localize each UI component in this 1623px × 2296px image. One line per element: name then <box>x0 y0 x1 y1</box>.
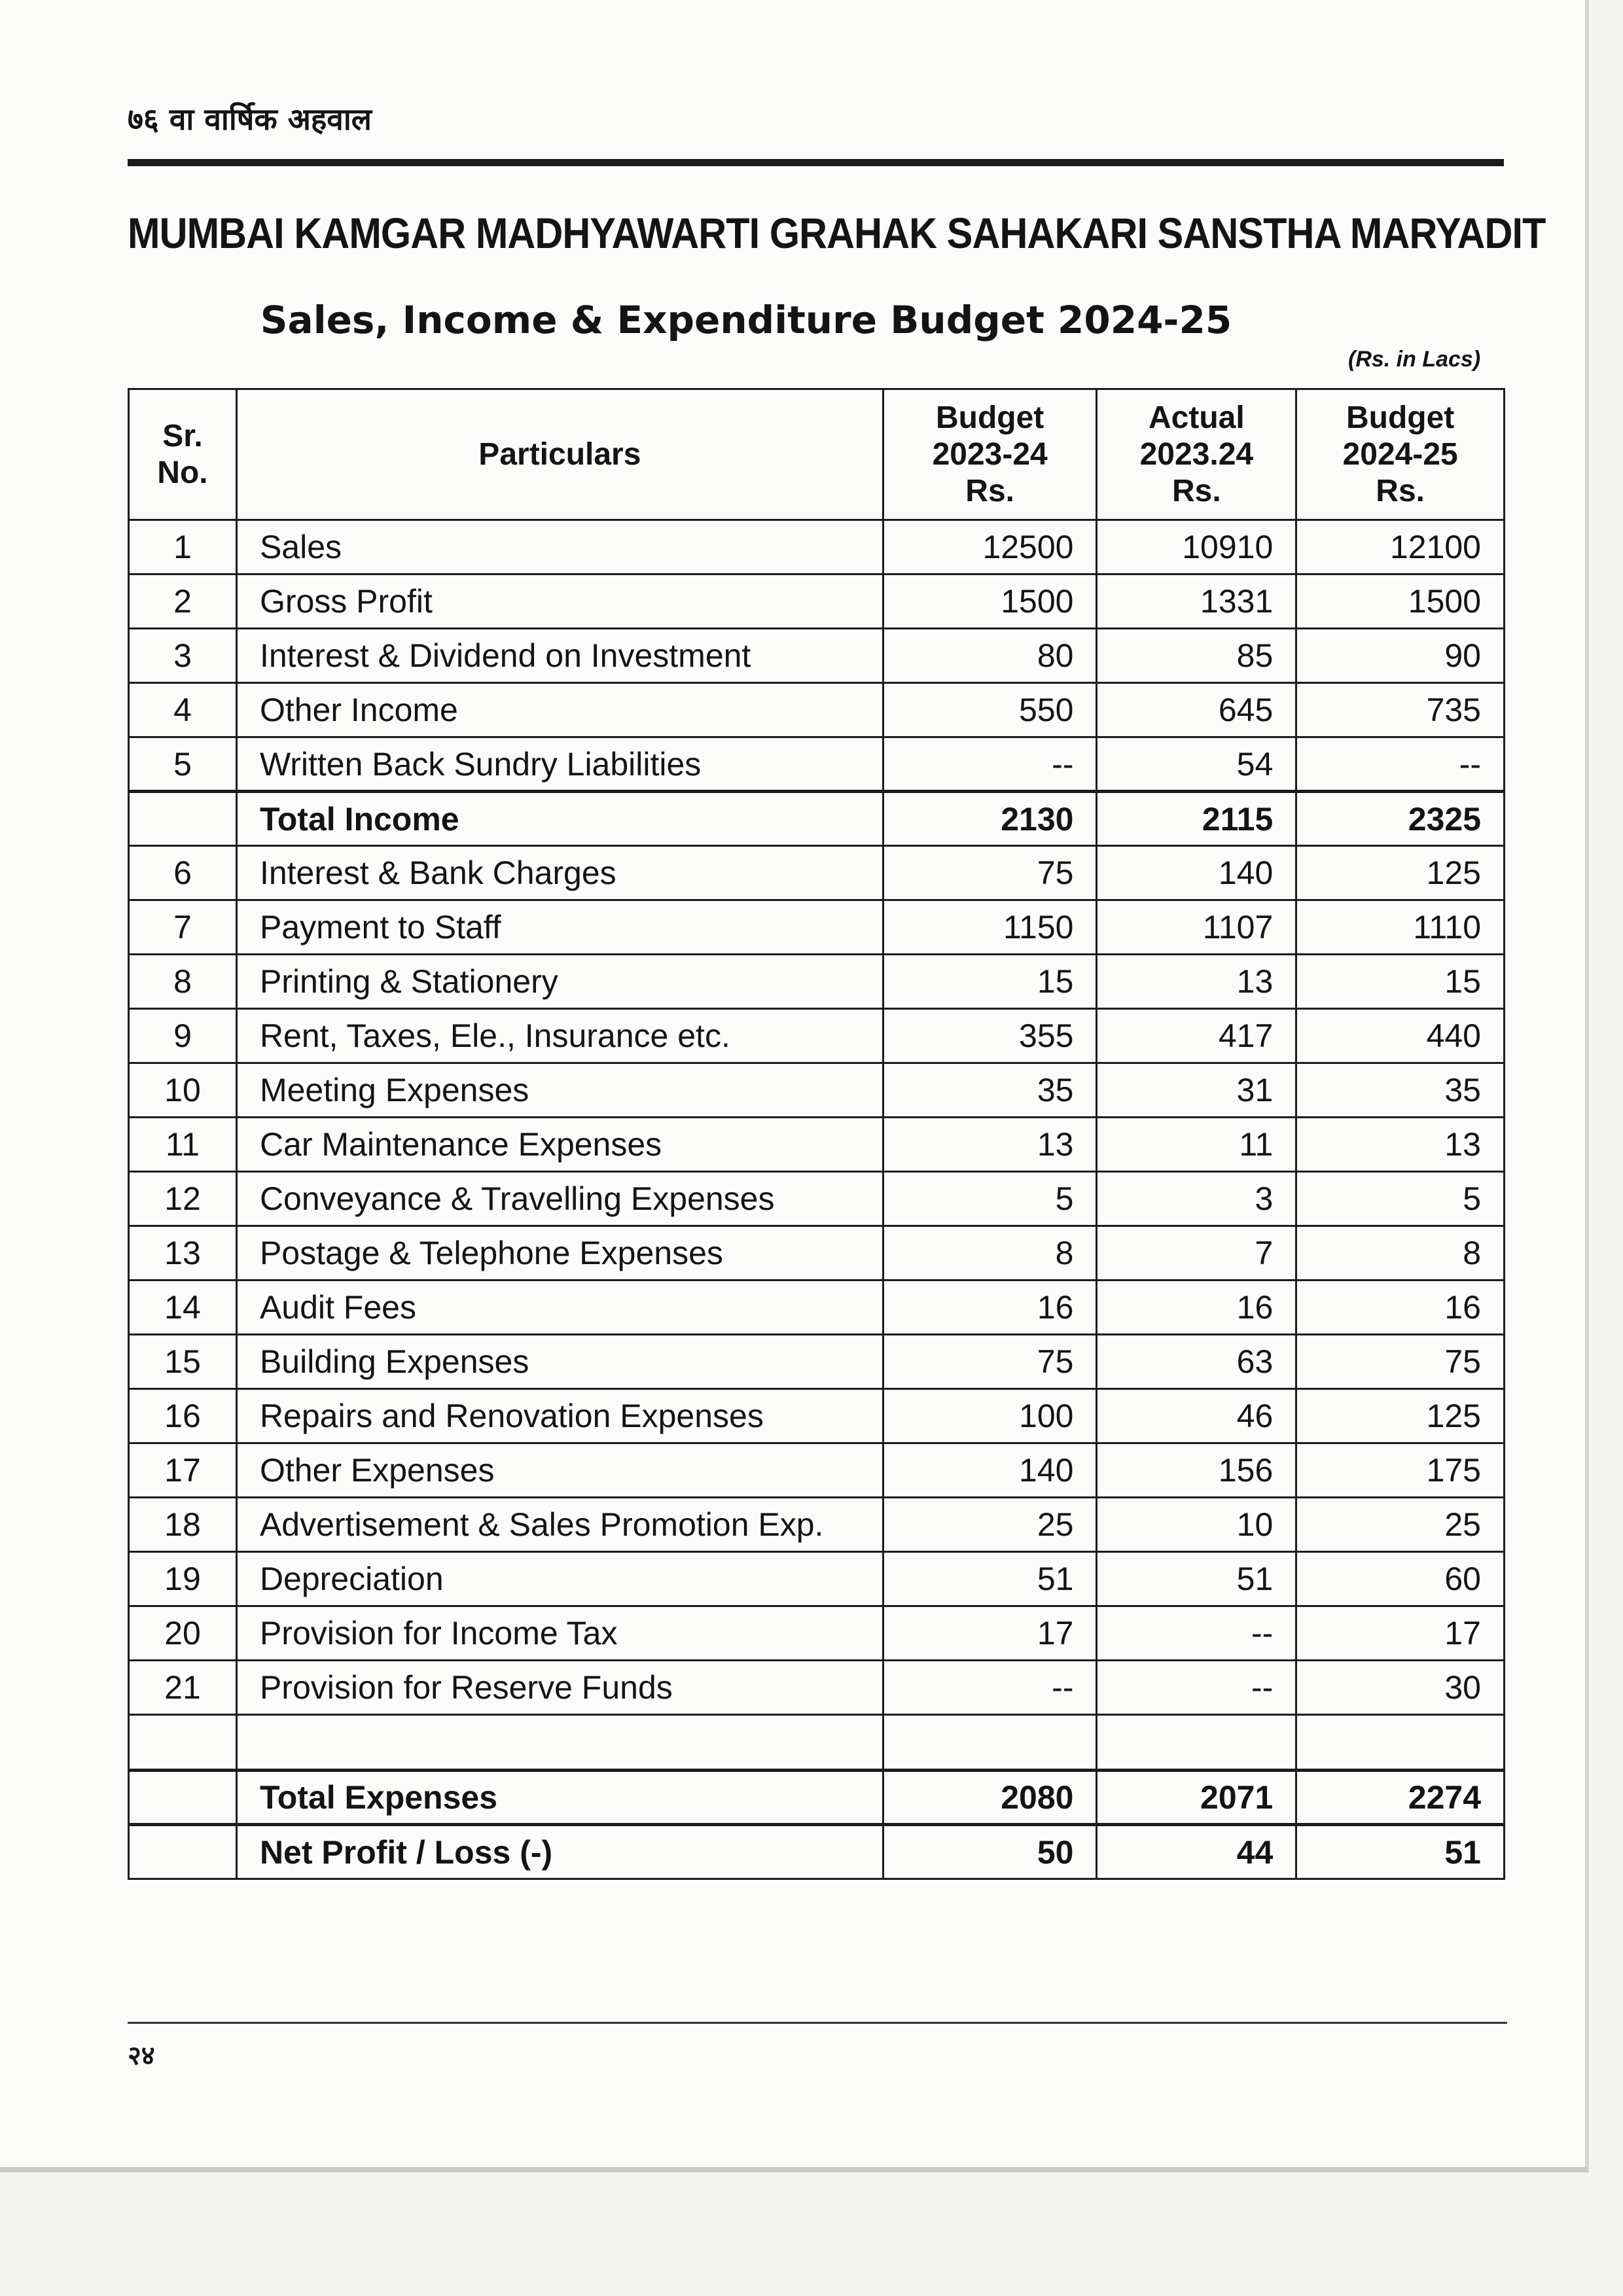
table-row <box>129 1606 1505 1661</box>
actual-2023-24-cell: 140 <box>1097 846 1296 900</box>
sr-cell: 7 <box>129 900 237 955</box>
sr-cell: 20 <box>129 1606 237 1661</box>
actual-2023-24-cell: 63 <box>1097 1335 1296 1389</box>
budget-2024-25-cell: 25 <box>1296 1498 1505 1552</box>
table-row <box>129 737 1505 792</box>
particular-cell: Advertisement & Sales Promotion Exp. <box>236 1498 883 1552</box>
budget-2024-25-cell: 175 <box>1296 1443 1505 1498</box>
budget-2023-24-cell: 80 <box>883 629 1097 683</box>
actual-2023-24-cell: 2071 <box>1097 1771 1296 1825</box>
budget-2023-24-cell: 355 <box>883 1009 1097 1063</box>
sr-cell: 6 <box>129 846 237 900</box>
label-cell: Total Income <box>236 792 883 846</box>
particular-cell: Repairs and Renovation Expenses <box>236 1389 883 1443</box>
table-row <box>129 1443 1505 1498</box>
budget-2024-25-cell: 17 <box>1296 1606 1505 1661</box>
budget-2024-25-cell: 125 <box>1296 846 1505 900</box>
budget-2023-24-cell: 75 <box>883 1335 1097 1389</box>
particular-cell: Audit Fees <box>236 1280 883 1335</box>
budget-2023-24-cell: 5 <box>883 1172 1097 1226</box>
sr-cell: 5 <box>129 737 237 792</box>
report-title: ७६ वा वार्षिक अहवाल <box>128 101 372 137</box>
sr-cell: 11 <box>129 1118 237 1172</box>
particular-cell: Depreciation <box>236 1552 883 1606</box>
budget-2023-24-cell: 2080 <box>883 1771 1097 1825</box>
budget-2023-24-cell: 8 <box>883 1226 1097 1280</box>
actual-2023-24-cell: 2115 <box>1097 792 1296 846</box>
budget-2023-24-cell: 51 <box>883 1552 1097 1606</box>
budget-2024-25-cell: 12100 <box>1296 520 1505 574</box>
budget-2024-25-cell: 2274 <box>1296 1771 1505 1825</box>
particular-cell: Printing & Stationery <box>236 955 883 1009</box>
actual-2023-24-cell: 13 <box>1097 955 1296 1009</box>
table-row <box>129 846 1505 900</box>
sr-cell: 15 <box>129 1335 237 1389</box>
budget-2023-24-cell: 75 <box>883 846 1097 900</box>
sr-cell: 1 <box>129 520 237 574</box>
budget-2023-24-cell: 1150 <box>883 900 1097 955</box>
label-cell: Net Profit / Loss (-) <box>236 1825 883 1879</box>
budget-2024-25-cell: 30 <box>1296 1661 1505 1715</box>
particular-cell: Car Maintenance Expenses <box>236 1118 883 1172</box>
table-row <box>129 1172 1505 1226</box>
header-divider <box>128 159 1504 166</box>
header-budget-2024-25: Budget 2024-25 Rs. <box>1296 389 1505 520</box>
table-row <box>129 1118 1505 1172</box>
sr-cell: 17 <box>129 1443 237 1498</box>
header-particulars: Particulars <box>236 389 883 520</box>
sr-cell: 4 <box>129 683 237 737</box>
particular-cell: Other Expenses <box>236 1443 883 1498</box>
budget-2023-24-cell: 25 <box>883 1498 1097 1552</box>
sr-cell: 12 <box>129 1172 237 1226</box>
sr-cell: 18 <box>129 1498 237 1552</box>
table-row <box>129 574 1505 629</box>
page-number: २४ <box>128 2040 155 2071</box>
actual-2023-24-cell: 10910 <box>1097 520 1296 574</box>
actual-2023-24-cell: 51 <box>1097 1552 1296 1606</box>
budget-2023-24-cell: 16 <box>883 1280 1097 1335</box>
actual-2023-24-cell: 16 <box>1097 1280 1296 1335</box>
blank-row <box>129 1715 1505 1771</box>
sr-cell <box>129 792 237 846</box>
actual-2023-24-cell: 10 <box>1097 1498 1296 1552</box>
table-row <box>129 900 1505 955</box>
actual-2023-24-cell: 7 <box>1097 1226 1296 1280</box>
table-row <box>129 1063 1505 1118</box>
budget-2024-25-cell: 13 <box>1296 1118 1505 1172</box>
budget-2023-24-cell: 17 <box>883 1606 1097 1661</box>
particular-cell: Conveyance & Travelling Expenses <box>236 1172 883 1226</box>
budget-2024-25-cell: 60 <box>1296 1552 1505 1606</box>
table-row <box>129 1335 1505 1389</box>
sr-cell: 8 <box>129 955 237 1009</box>
budget-2024-25-cell: 90 <box>1296 629 1505 683</box>
budget-title: Sales, Income & Expenditure Budget 2024-25 <box>260 298 1232 342</box>
particular-cell: Provision for Income Tax <box>236 1606 883 1661</box>
actual-2023-24-cell: 156 <box>1097 1443 1296 1498</box>
budget-2023-24-cell: 100 <box>883 1389 1097 1443</box>
budget-2023-24-cell: -- <box>883 1661 1097 1715</box>
actual-2023-24-cell: 645 <box>1097 683 1296 737</box>
sr-cell: 3 <box>129 629 237 683</box>
header-sr-no: Sr. No. <box>129 389 237 520</box>
actual-2023-24-cell: -- <box>1097 1606 1296 1661</box>
table-row <box>129 1552 1505 1606</box>
particular-cell: Meeting Expenses <box>236 1063 883 1118</box>
actual-2023-24-cell: 54 <box>1097 737 1296 792</box>
header-actual-2023-24: Actual 2023.24 Rs. <box>1097 389 1296 520</box>
actual-2023-24-cell: 85 <box>1097 629 1296 683</box>
budget-2023-24-cell: 35 <box>883 1063 1097 1118</box>
sr-cell: 10 <box>129 1063 237 1118</box>
budget-2023-24-cell: 50 <box>883 1825 1097 1879</box>
table-row <box>129 955 1505 1009</box>
sr-cell: 2 <box>129 574 237 629</box>
actual-2023-24-cell: -- <box>1097 1661 1296 1715</box>
budget-2023-24-cell: 140 <box>883 1443 1097 1498</box>
budget-2023-24-cell: 1500 <box>883 574 1097 629</box>
budget-2024-25-cell: 125 <box>1296 1389 1505 1443</box>
particular-cell: Written Back Sundry Liabilities <box>236 737 883 792</box>
table-header-row <box>129 389 1505 520</box>
budget-table <box>128 388 1505 1880</box>
budget-2023-24-cell: 550 <box>883 683 1097 737</box>
table-row <box>129 1009 1505 1063</box>
sr-cell: 21 <box>129 1661 237 1715</box>
table-row <box>129 1389 1505 1443</box>
budget-2024-25-cell: 75 <box>1296 1335 1505 1389</box>
actual-2023-24-cell: 1331 <box>1097 574 1296 629</box>
budget-2024-25-cell: 1110 <box>1296 900 1505 955</box>
actual-2023-24-cell: 1107 <box>1097 900 1296 955</box>
budget-2024-25-cell: 35 <box>1296 1063 1505 1118</box>
sr-cell: 19 <box>129 1552 237 1606</box>
label-cell: Total Expenses <box>236 1771 883 1825</box>
budget-2023-24-cell: 15 <box>883 955 1097 1009</box>
table-row <box>129 1498 1505 1552</box>
actual-2023-24-cell: 417 <box>1097 1009 1296 1063</box>
particular-cell: Provision for Reserve Funds <box>236 1661 883 1715</box>
particular-cell: Sales <box>236 520 883 574</box>
sr-cell: 9 <box>129 1009 237 1063</box>
budget-2024-25-cell: 735 <box>1296 683 1505 737</box>
budget-2024-25-cell: 16 <box>1296 1280 1505 1335</box>
budget-2024-25-cell: 51 <box>1296 1825 1505 1879</box>
header-budget-2023-24: Budget 2023-24 Rs. <box>883 389 1097 520</box>
sr-cell: 14 <box>129 1280 237 1335</box>
particular-cell: Interest & Dividend on Investment <box>236 629 883 683</box>
particular-cell: Other Income <box>236 683 883 737</box>
particular-cell: Payment to Staff <box>236 900 883 955</box>
table-row <box>129 1226 1505 1280</box>
particular-cell: Rent, Taxes, Ele., Insurance etc. <box>236 1009 883 1063</box>
budget-2024-25-cell: -- <box>1296 737 1505 792</box>
sr-cell: 16 <box>129 1389 237 1443</box>
budget-2024-25-cell: 15 <box>1296 955 1505 1009</box>
actual-2023-24-cell: 31 <box>1097 1063 1296 1118</box>
budget-2024-25-cell: 1500 <box>1296 574 1505 629</box>
units-note: (Rs. in Lacs) <box>1348 347 1481 372</box>
sr-cell <box>129 1771 237 1825</box>
total-expenses-row <box>129 1771 1505 1825</box>
budget-2024-25-cell: 8 <box>1296 1226 1505 1280</box>
budget-2023-24-cell: 12500 <box>883 520 1097 574</box>
particular-cell: Postage & Telephone Expenses <box>236 1226 883 1280</box>
table-row <box>129 683 1505 737</box>
actual-2023-24-cell: 46 <box>1097 1389 1296 1443</box>
particular-cell: Building Expenses <box>236 1335 883 1389</box>
sr-cell: 13 <box>129 1226 237 1280</box>
table-row <box>129 520 1505 574</box>
actual-2023-24-cell: 44 <box>1097 1825 1296 1879</box>
total-income-row <box>129 792 1505 846</box>
budget-2024-25-cell: 2325 <box>1296 792 1505 846</box>
table-row <box>129 1280 1505 1335</box>
budget-2024-25-cell: 440 <box>1296 1009 1505 1063</box>
organization-name: MUMBAI KAMGAR MADHYAWARTI GRAHAK SAHAKARI SANSTHA MARYADIT <box>128 209 1546 257</box>
particular-cell: Interest & Bank Charges <box>236 846 883 900</box>
sr-cell <box>129 1825 237 1879</box>
budget-2024-25-cell: 5 <box>1296 1172 1505 1226</box>
budget-2023-24-cell: -- <box>883 737 1097 792</box>
table-row <box>129 1661 1505 1715</box>
budget-2023-24-cell: 13 <box>883 1118 1097 1172</box>
footer-divider <box>128 2022 1507 2024</box>
particular-cell: Gross Profit <box>236 574 883 629</box>
table-row <box>129 629 1505 683</box>
actual-2023-24-cell: 11 <box>1097 1118 1296 1172</box>
budget-2023-24-cell: 2130 <box>883 792 1097 846</box>
net-profit-row <box>129 1825 1505 1879</box>
actual-2023-24-cell: 3 <box>1097 1172 1296 1226</box>
